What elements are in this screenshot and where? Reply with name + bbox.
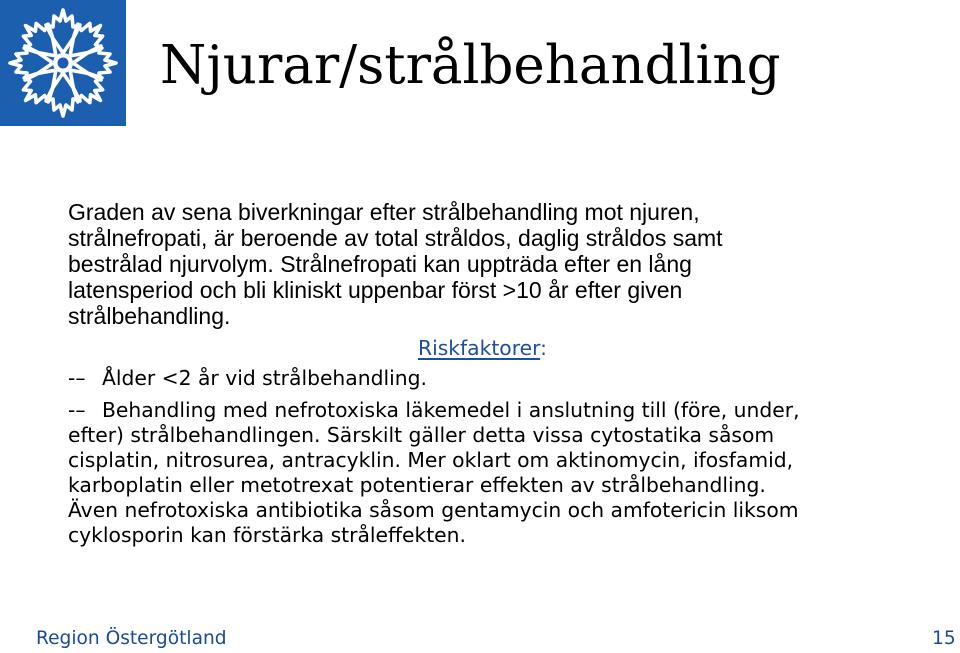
risk-item-text-line: cyklosporin kan förstärka stråleffekten. — [68, 523, 466, 547]
slide-title: Njurar/strålbehandling — [160, 35, 781, 96]
intro-text-line: strålbehandling. — [68, 303, 231, 329]
page-number: 15 — [932, 628, 956, 649]
risk-item-text-line: karboplatin eller metotrexat potentierar effekten av strålbehandling. — [68, 473, 766, 497]
footer-organization: Region Östergötland — [36, 628, 227, 649]
risk-factors-label: Riskfaktorer — [418, 336, 541, 360]
risk-item-text: Behandling med nefrotoxiska läkemedel i anslutning till (före, under, — [102, 398, 800, 422]
dash-marker: -– — [68, 366, 86, 390]
dash-marker: -– — [68, 398, 86, 422]
intro-text-line: strålnefropati, är beroende av total stråldos, daglig stråldos samt — [68, 225, 723, 251]
risk-factors-heading — [418, 336, 547, 361]
risk-item-text-line: Även nefrotoxiska antibiotika såsom gentamycin och amfotericin liksom — [68, 498, 799, 522]
risk-item-text-line: efter) strålbehandlingen. Särskilt gäller detta vissa cytostatika såsom — [68, 423, 775, 447]
risk-item-text: Ålder <2 år vid strålbehandling. — [102, 366, 427, 390]
cornflower-logo-icon — [0, 0, 126, 126]
risk-item-nephrotoxic — [68, 398, 800, 423]
risk-item-text-line: cisplatin, nitrosurea, antracyklin. Mer oklart om aktinomycin, ifosfamid, — [68, 448, 794, 472]
risk-item-age — [68, 366, 427, 391]
intro-text-line: latensperiod och bli kliniskt uppenbar först >10 år efter given — [68, 277, 683, 303]
risk-factors-colon: : — [540, 336, 547, 360]
intro-text-line: Graden av sena biverkningar efter strålbehandling mot njuren, — [68, 199, 700, 225]
intro-text-line: bestrålad njurvolym. Strålnefropati kan uppträda efter en lång — [68, 251, 692, 277]
